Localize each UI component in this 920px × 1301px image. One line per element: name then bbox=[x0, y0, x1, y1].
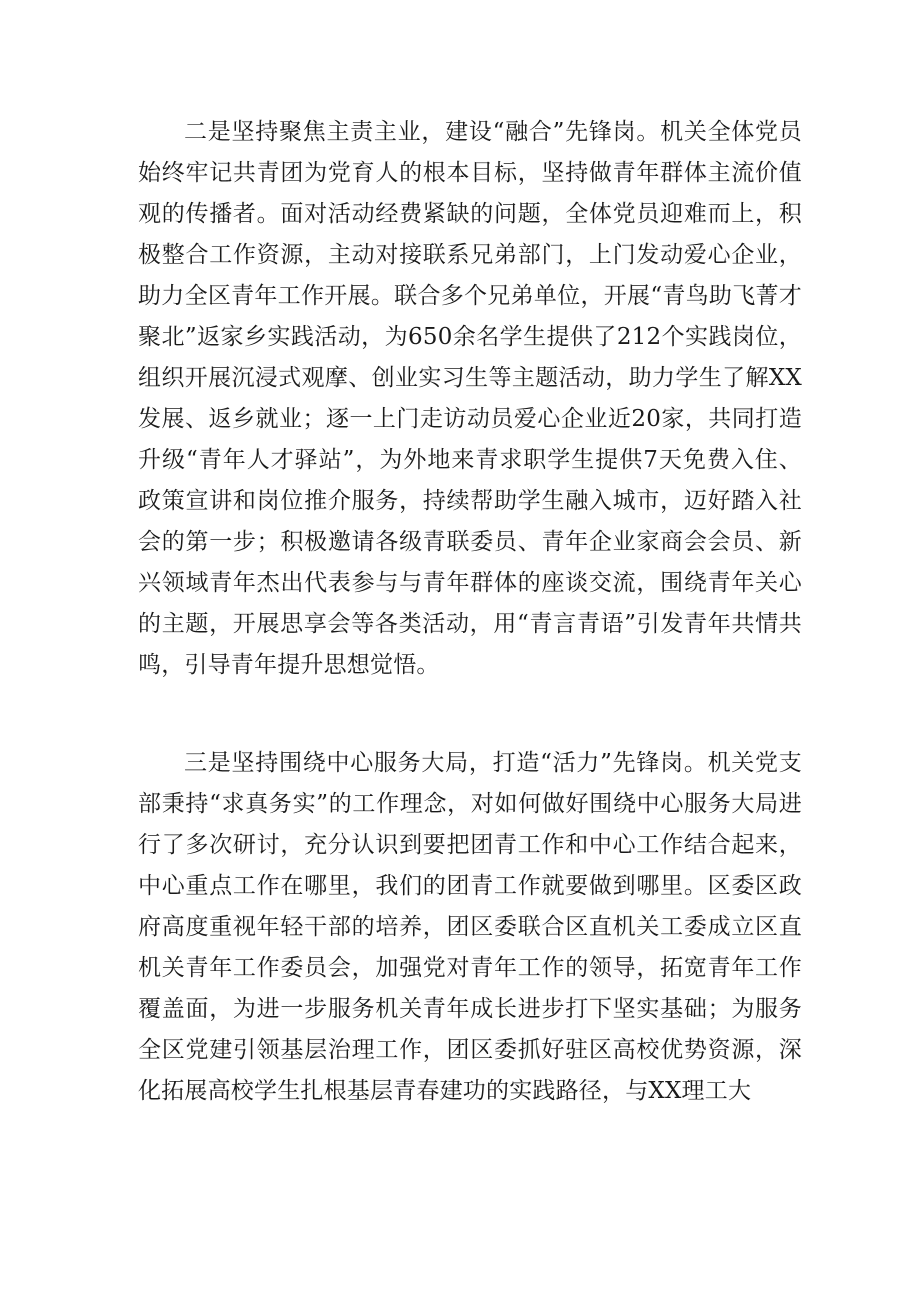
paragraph-2: 二是坚持聚焦主责主业，建设“融合”先锋岗。机关全体党员始终牢记共青团为党育人的根本目标，坚持做青年群体主流价值观的传播者。面对活动经费紧缺的问题，全体党员迎难而上，积极整合工作资源，主动对接联系兄弟部门，上门发动爱心企业，助力全区青年工作开展。联合多个兄弟单位，开展“青鸟助飞菁才聚北”返家乡实践活动，为650余名学生提供了212个实践岗位，组织开展沉浸式观摩、创业实习生等主题活动，助力学生了解XX发展、返乡就业；逐一上门走访动员爱心企业近20家，共同打造升级“青年人才驿站”，为外地来青求职学生提供7天免费入住、政策宣讲和岗位推介服务，持续帮助学生融入城市，迈好踏入社会的第一步；积极邀请各级青联委员、青年企业家商会会员、新兴领域青年杰出代表参与与青年群体的座谈交流，围绕青年关心的主题，开展思享会等各类活动，用“青言青语”引发青年共情共鸣，引导青年提升思想觉悟。 bbox=[138, 119, 802, 678]
document-body bbox=[138, 112, 802, 1112]
paragraph-3: 三是坚持围绕中心服务大局，打造“活力”先锋岗。机关党支部秉持“求真务实”的工作理念，对如何做好围绕中心服务大局进行了多次研讨，充分认识到要把团青工作和中心工作结合起来，中心重点工作在哪里，我们的团青工作就要做到哪里。区委区政府高度重视年轻干部的培养，团区委联合区直机关工委成立区直机关青年工作委员会，加强党对青年工作的领导，拓宽青年工作覆盖面，为进一步服务机关青年成长进步打下坚实基础；为服务全区党建引领基层治理工作，团区委抓好驻区高校优势资源，深化拓展高校学生扎根基层青春建功的实践路径，与XX理工大 bbox=[138, 750, 802, 1104]
